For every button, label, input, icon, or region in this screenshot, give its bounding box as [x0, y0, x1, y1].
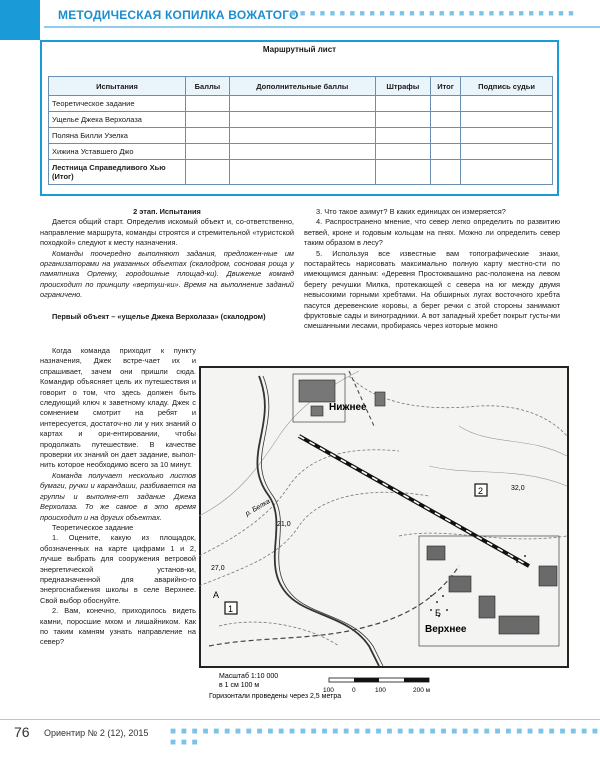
site-2-label: 2 [478, 486, 484, 496]
paragraph: 5. Используя все известные вам топографические знаки, постарайтесь нарисовать максимально полную карту местно-сти по имеющимся данным: «Деревня Простоквашино рас-положена на левом берегу речушки Милка, протекающей с севера на юг между двумя невысокими горными хребтами. На обширных лугах восточного хребта пасутся деревенские коровы, а берег речки с этой стороны занимают фруктовые сады и виноградники. А вот западный хребет покрыт густы-ми смешанными лесами, пробираясь через которые можно [304, 248, 560, 331]
column-header: Дополнительные баллы [229, 77, 375, 96]
right-column [304, 207, 560, 332]
left-column-top [40, 207, 294, 322]
paragraph: Дается общий старт. Определив искомый объект и, со-ответственно, направление маршрута, команды строятся и стремительной «туристской походкой» следуют к месту назначения. [40, 217, 294, 248]
table-row [49, 144, 553, 160]
scale-tick: 200 м [413, 687, 431, 694]
point-b-label: Б [435, 608, 441, 618]
scale-tick: 100 [323, 687, 334, 694]
elevation-label: 21,0 [277, 521, 291, 528]
route-sheet [40, 40, 559, 196]
table-row [49, 112, 553, 128]
scale-bar [323, 678, 431, 694]
footer-dots: ■ ■ ■ ■ ■ ■ ■ ■ ■ ■ ■ ■ ■ ■ ■ ■ ■ ■ ■ ■ ■ ■ ■ ■ ■ ■ ■ ■ ■ ■ ■ ■ ■ ■ ■ ■ ■ ■ ■ ■ ■ ■ ■ [170, 726, 599, 748]
contour-note: Горизонтали проведены через 2,5 метра [209, 693, 342, 700]
header-dots: ■ ■ ■ ■ ■ ■ ■ ■ ■ ■ ■ ■ ■ ■ ■ ■ ■ ■ ■ ■ ■ ■ ■ ■ ■ ■ ■ ■ ■ [290, 8, 575, 18]
table-row [49, 128, 553, 144]
site-1-label: 1 [228, 604, 234, 614]
route-table [48, 76, 553, 185]
paragraph: 4. Распространено мнение, что север легко определить по развитию ветвей, кроне и годовым кольцам на пнях. Можно ли определить север таким образом в лесу? [304, 217, 560, 248]
route-sheet-caption: Маршрутный лист [262, 45, 337, 54]
paragraph: Когда команда приходит к пункту назначения, Джек встре-чает их и спрашивает, зачем они пришли сюда. Командир объясняет цель их путешествия и говорит о том, что здесь должен быть следующий ключ к заветному кладу. Джек с сомнением смотрит на ребят и интересуется, достаточ-но ли у них знаний о картах и ори-ентировании, чтобы продолжать путешествие. В качестве проверки их знаний он дает задание, выпол-нить которое необходимо всего за 10 минут. [40, 346, 196, 470]
village-south-label: Верхнее [425, 624, 467, 635]
row-label: Хижина Уставшего Джо [49, 144, 186, 160]
paragraph: Теоретическое задание [52, 522, 134, 532]
row-label: Теоретическое задание [49, 96, 186, 112]
table-header-row [49, 77, 553, 96]
column-header: Штрафы [375, 77, 430, 96]
column-header: Итог [430, 77, 460, 96]
paragraph: 2. Вам, конечно, приходилось видеть камни, поросшие мхом и лишайником. Как по таким камням узнать направление на север? [40, 606, 196, 647]
row-label: Лестница Справедливого Хью (Итог) [49, 160, 186, 185]
section-title: МЕТОДИЧЕСКАЯ КОПИЛКА ВОЖАТОГО [58, 8, 299, 22]
point-a-label: А [213, 590, 220, 600]
page-number: 76 [14, 724, 30, 740]
scale-subtitle: в 1 см 100 м [219, 682, 260, 689]
paragraph: 3. Что такое азимут? В каких единицах он измеряется? [316, 207, 506, 216]
scale-tick: 100 [375, 687, 386, 694]
table-row [49, 96, 553, 112]
elevation-label: 32,0 [511, 485, 525, 492]
column-header: Испытания [49, 77, 186, 96]
elevation-label: 27,0 [211, 565, 225, 572]
stage-heading: 2 этап. Испытания [133, 207, 201, 216]
scale-title: Масштаб 1:10 000 [219, 673, 279, 680]
village-north-label: Нижнее [329, 402, 367, 413]
row-label: Поляна Билли Узелка [49, 128, 186, 144]
footer-divider [0, 719, 600, 720]
corner-block [0, 0, 40, 40]
column-header: Подпись судьи [461, 77, 553, 96]
object-heading: Первый объект – «ущелье Джека Верхолаза» (скалодром) [52, 311, 266, 321]
paragraph: Команды поочередно выполняют задания, предложен-ные им организаторами на указанных объектах (скалодром, сосновая роща у памятника Орленку, городошные площад-ки). Движение команд происходит по принципу «вертуш-ки». Время на выполнение заданий ограничено. [40, 248, 294, 300]
river-label: р. Белка [244, 498, 272, 518]
left-column-bottom [40, 346, 196, 648]
row-label: Ущелье Джека Верхолаза [49, 112, 186, 128]
table-row [49, 160, 553, 185]
column-header: Баллы [186, 77, 230, 96]
header-divider [44, 26, 600, 28]
paragraph: Команда получает несколько листов бумаги, ручки и карандаши, разбивается на группы и выполня-ет задание Джека Верхолаза. То же самое в это время происходит и на других объектах. [40, 470, 196, 522]
topographic-map [199, 366, 569, 702]
scale-tick: 0 [352, 687, 356, 694]
paragraph: 1. Оцените, какую из площадок, обозначенных на карте цифрами 1 и 2, лучше выбрать для сооружения ветровой энергетической установ-ки, предназначенной для аварийно-го энергоснабжения школы в селе Верхнее. Свой выбор обоснуйте. [40, 533, 196, 605]
publication-info: Ориентир № 2 (12), 2015 [44, 728, 149, 738]
